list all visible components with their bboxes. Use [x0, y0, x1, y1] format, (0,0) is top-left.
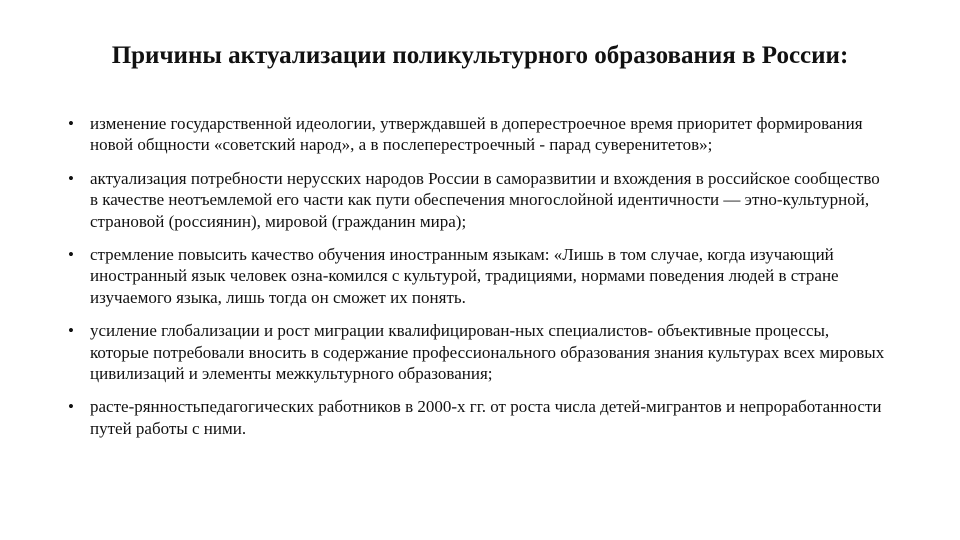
bullet-dot-icon: •: [68, 168, 74, 188]
bullet-text: актуализация потребности нерусских народов России в саморазвитии и вхождения в российское сообщество в качестве неотъемлемой его части как пути обеспечения многослойной идентичности — этно-культурной, страновой (россиянин), мировой (гражданин мира);: [90, 168, 880, 231]
bullet-text: усиление глобализации и рост миграции квалифицирован-ных специалистов- объективные процессы, которые потребовали вносить в содержание профессионального образования знания культурах всех мировых цивилизаций и элементы межкультурного образования;: [90, 321, 885, 384]
bullet-text: стремление повысить качество обучения иностранным языкам: «Лишь в том случае, когда изучающий иностранный язык человек озна-комился с культурой, традициями, нормами поведения людей в стране изучаемого языка, лишь тогда он сможет их понять.: [90, 245, 839, 307]
bullet-dot-icon: •: [68, 245, 74, 265]
bullet-item-5: [66, 396, 886, 439]
bullet-list: [66, 113, 886, 451]
bullet-item-2: [66, 168, 886, 232]
bullet-text: изменение государственной идеологии, утверждавшей в доперестроечное время приоритет формирования новой общности «советский народ», а в послеперестроечный - парад суверенитетов»;: [90, 114, 863, 155]
bullet-text: расте-рянностьпедагогических работников в 2000-х гг. от роста числа детей-мигрантов и непроработанности путей работы с ними.: [90, 397, 882, 438]
bullet-item-3: [66, 244, 886, 308]
bullet-dot-icon: •: [68, 321, 74, 341]
bullet-dot-icon: •: [68, 114, 74, 133]
bullet-dot-icon: •: [68, 397, 74, 417]
slide-title: Причины актуализации поликультурного образования в России:: [111, 42, 849, 69]
bullet-item-1: [66, 113, 886, 156]
bullet-item-4: [66, 320, 886, 384]
